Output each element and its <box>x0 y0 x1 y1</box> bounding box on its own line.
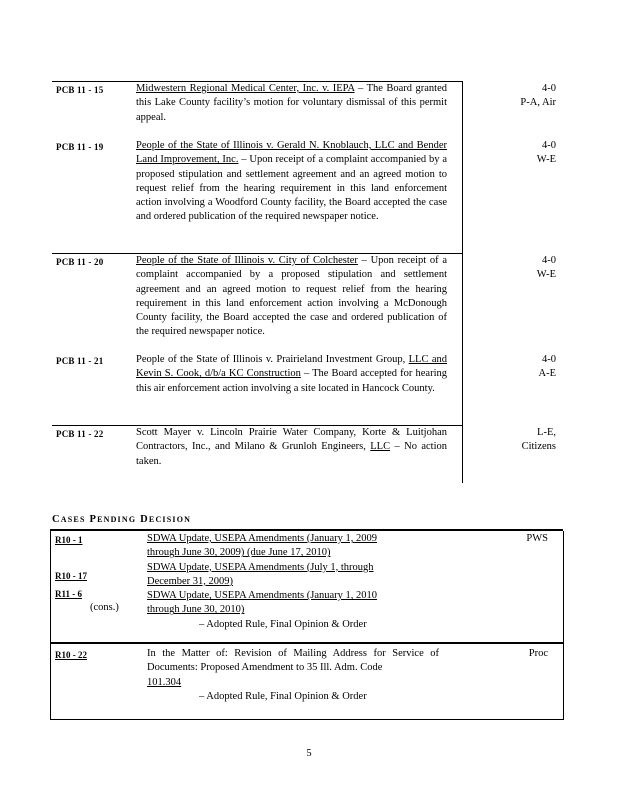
pending-action: – Adopted Rule, Final Opinion & Order <box>199 690 367 702</box>
case-title: LLC <box>370 441 391 453</box>
pending-line: December 31, 2009) <box>147 575 234 587</box>
rulemaking-number: R10 - 17 <box>55 571 87 581</box>
pending-text: In the Matter of: Revision of Mailing Address for Service of Documents: Proposed Amendment to 35 Ill. Adm. Code <box>147 648 439 674</box>
vote <box>496 139 556 168</box>
rulemaking-number: R10 - 1 <box>55 535 83 545</box>
pending-line: SDWA Update, USEPA Amendments (July 1, through <box>147 561 374 573</box>
case-title: People of the State of Illinois v. Gerald N. Knoblauch, LLC and Bender Land Improvement, Inc. <box>136 140 447 166</box>
pending-line-part: through June 30, 2009) <box>147 547 245 559</box>
vote <box>496 426 556 455</box>
vote-category: W-E <box>536 154 556 166</box>
heading-word: ECISION <box>148 515 192 524</box>
case-text-prefix: People of the State of Illinois v. Prairieland Investment Group, <box>136 354 409 365</box>
vote-count: 4-0 <box>542 140 556 151</box>
case-text: – The Board accepted for hearing this air enforcement action involving a site located in Hancock County. <box>136 368 447 394</box>
pending-description <box>147 532 427 632</box>
heading-word: ENDING <box>97 515 137 524</box>
case-description <box>136 82 447 125</box>
vote-count: L-E, <box>537 427 556 438</box>
vote-count: 4-0 <box>542 255 556 266</box>
case-number: PCB 11 - 19 <box>56 142 104 152</box>
consolidated-label: (cons.) <box>90 602 119 613</box>
case-text: – Upon receipt of a complaint accompanied by a proposed stipulation and settlement agreement and an agreed motion to request relief from the hearing requirement in this land enforcement action involving a McDonough County facility, the Board accepted the case and ordered publication of the required newspaper notice. <box>136 255 447 338</box>
rulemaking-number: R10 - 22 <box>55 650 87 660</box>
pending-type: PWS <box>526 533 548 544</box>
case-text: – No action taken. <box>136 441 447 467</box>
vote-category: Citizens <box>521 441 556 453</box>
case-text: – Upon receipt of a complaint accompanied by a proposed stipulation and settlement agreement and an agreed motion to request relief from the hearing requirement in this land enforcement action involving a Woodford County facility, the Board accepted the case and ordered publication of the required newspaper notice. <box>136 154 447 223</box>
vote <box>496 353 556 382</box>
vote-category: W-E <box>536 269 556 281</box>
vote <box>496 254 556 283</box>
case-text: – The Board granted this Lake County facility’s motion for voluntary dismissal of this permit appeal. <box>136 83 447 123</box>
heading-initial: P <box>89 514 98 525</box>
pending-action: – Adopted Rule, Final Opinion & Order <box>199 618 367 630</box>
case-number: PCB 11 - 21 <box>56 356 104 366</box>
case-description <box>136 426 447 469</box>
pending-line-part: (due June 17, 2010) <box>244 547 331 559</box>
pending-line: SDWA Update, USEPA Amendments (January 1, 2010 <box>147 590 378 602</box>
heading-initial: C <box>52 514 61 525</box>
vote <box>496 82 556 111</box>
pending-line: SDWA Update, USEPA Amendments (January 1, 2009 <box>147 533 378 544</box>
case-text-prefix: Scott Mayer v. Lincoln Prairie Water Company, Korte & Luitjohan Contractors, Inc., and Milano & Grunloh Engineers, <box>136 427 447 453</box>
heading-word: ASES <box>60 515 86 524</box>
rulemaking-number: R11 - 6 <box>55 589 82 599</box>
pending-line <box>147 546 427 560</box>
vote-category: P-A, Air <box>520 97 556 109</box>
vote-count: 4-0 <box>542 354 556 365</box>
case-description <box>136 254 447 340</box>
case-title: Midwestern Regional Medical Center, Inc. v. IEPA <box>136 83 355 94</box>
vote-category: A-E <box>538 368 556 380</box>
vote-count: 4-0 <box>542 83 556 94</box>
page-number: 5 <box>306 748 312 759</box>
case-description <box>136 139 447 225</box>
section-heading <box>52 514 191 525</box>
pending-code: 101.304 <box>147 676 182 688</box>
case-description <box>136 353 447 396</box>
case-title: People of the State of Illinois v. City of Colchester <box>136 255 358 266</box>
pending-description <box>147 647 439 704</box>
pending-type: Proc <box>528 648 548 659</box>
case-number: PCB 11 - 15 <box>56 85 104 95</box>
case-number: PCB 11 - 22 <box>56 429 104 439</box>
pending-line: through June 30, 2010) <box>147 604 245 616</box>
case-title: LLC and Kevin S. Cook, d/b/a KC Construction <box>136 354 447 380</box>
case-number: PCB 11 - 20 <box>56 257 104 267</box>
heading-initial: D <box>140 514 149 525</box>
table-right-divider <box>462 81 463 483</box>
